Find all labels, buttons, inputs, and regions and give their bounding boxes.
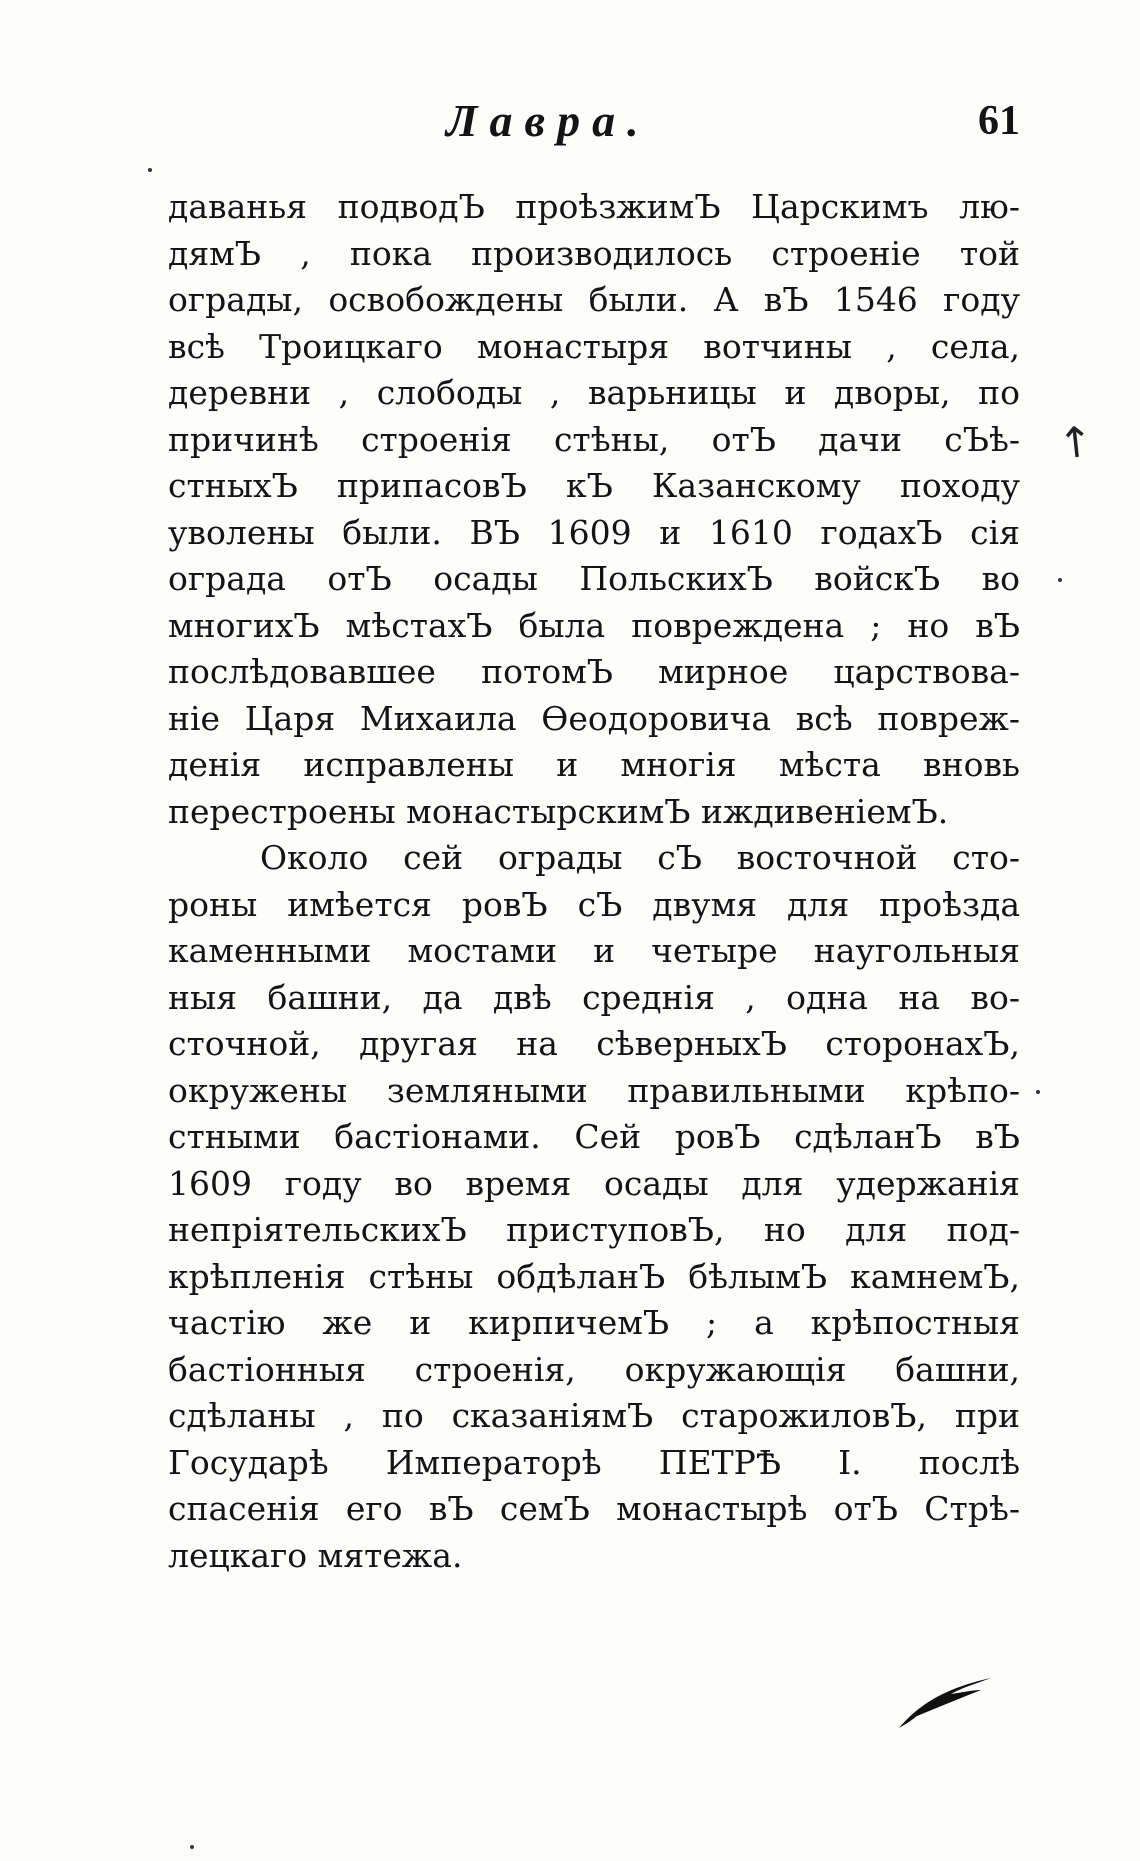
text-line: дямЪ , пока производилось строеніе той bbox=[168, 233, 1020, 273]
ink-speck bbox=[190, 1845, 194, 1849]
quill-shape bbox=[899, 1678, 991, 1728]
text-line: лецкаго мятежа. bbox=[168, 1535, 463, 1575]
text-line: ограда отЪ осады ПольскихЪ войскЪ во bbox=[168, 559, 1020, 598]
text-line: Государѣ Императорѣ ПЕТРѢ I. послѣ bbox=[168, 1442, 1020, 1482]
text-line: крѣпленія стѣны обдѣланЪ бѣлымЪ камнемЪ, bbox=[168, 1256, 1020, 1296]
text-line: 1609 году во время осады для удержанія bbox=[168, 1163, 1020, 1203]
text-line: денія исправлены и многія мѣста вновь bbox=[168, 745, 1020, 784]
page-number: 61 bbox=[978, 98, 1020, 144]
text-line: сдѣланы , по сказаніямЪ старожиловЪ, при bbox=[168, 1396, 1020, 1435]
text-line: ніе Царя Михаила Ѳеодоровича всѣ повреж- bbox=[168, 698, 1020, 738]
text-line: многихЪ мѣстахЪ была повреждена ; но вЪ bbox=[168, 605, 1020, 645]
text-line: всѣ Троицкаго монастыря вотчины , села, bbox=[168, 326, 1020, 366]
text-line: спасенія его вЪ семЪ монастырѣ отЪ Стрѣ- bbox=[168, 1489, 1020, 1528]
ink-speck bbox=[148, 168, 152, 172]
quill-ornament bbox=[895, 1672, 995, 1732]
running-title: Лавра. bbox=[446, 95, 651, 146]
margin-annotation: ↑ bbox=[1055, 416, 1096, 469]
text-line: уволены были. ВЪ 1609 и 1610 годахЪ сія bbox=[168, 512, 1020, 552]
text-line: стныхЪ припасовЪ кЪ Казанскому походу bbox=[168, 466, 1020, 505]
text-line: каменными мостами и четыре наугольныя bbox=[168, 931, 1020, 970]
text-line: частію же и кирпичемЪ ; а крѣпостныя bbox=[168, 1303, 1020, 1342]
running-head bbox=[170, 96, 1020, 146]
text-line: роны имѣется ровЪ сЪ двумя для проѣзда bbox=[168, 884, 1020, 924]
text-line: причинѣ строенія стѣны, отЪ дачи сЪѣ- bbox=[168, 419, 1020, 459]
text-line: стными бастіонами. Сей ровЪ сдѣланЪ вЪ bbox=[168, 1117, 1020, 1156]
text-line: даванья подводЪ проѣзжимЪ Царскимъ лю- bbox=[168, 187, 1020, 226]
text-line: окружены земляными правильными крѣпо- bbox=[168, 1070, 1020, 1110]
text-line: деревни , слободы , варьницы и дворы, по bbox=[168, 373, 1020, 412]
text-line: сточной, другая на сѣверныхЪ сторонахЪ, bbox=[168, 1024, 1020, 1063]
text-line: перестроены монастырскимЪ иждивеніемЪ. bbox=[168, 791, 949, 831]
body-text bbox=[168, 184, 1020, 1579]
ink-speck bbox=[1058, 578, 1062, 582]
text-line: ограды, освобождены были. А вЪ 1546 году bbox=[168, 280, 1020, 319]
text-line: бастіонныя строенія, окружающія башни, bbox=[168, 1349, 1020, 1389]
ink-speck bbox=[1036, 1090, 1040, 1094]
text-line: Около сей ограды сЪ восточной сто- bbox=[260, 838, 1020, 877]
text-line: послѣдовавшее потомЪ мирное царствова- bbox=[168, 652, 1020, 691]
text-line: непріятельскихЪ приступовЪ, но для под- bbox=[168, 1210, 1020, 1249]
text-line: ныя башни, да двѣ среднія , одна на во- bbox=[168, 977, 1020, 1017]
